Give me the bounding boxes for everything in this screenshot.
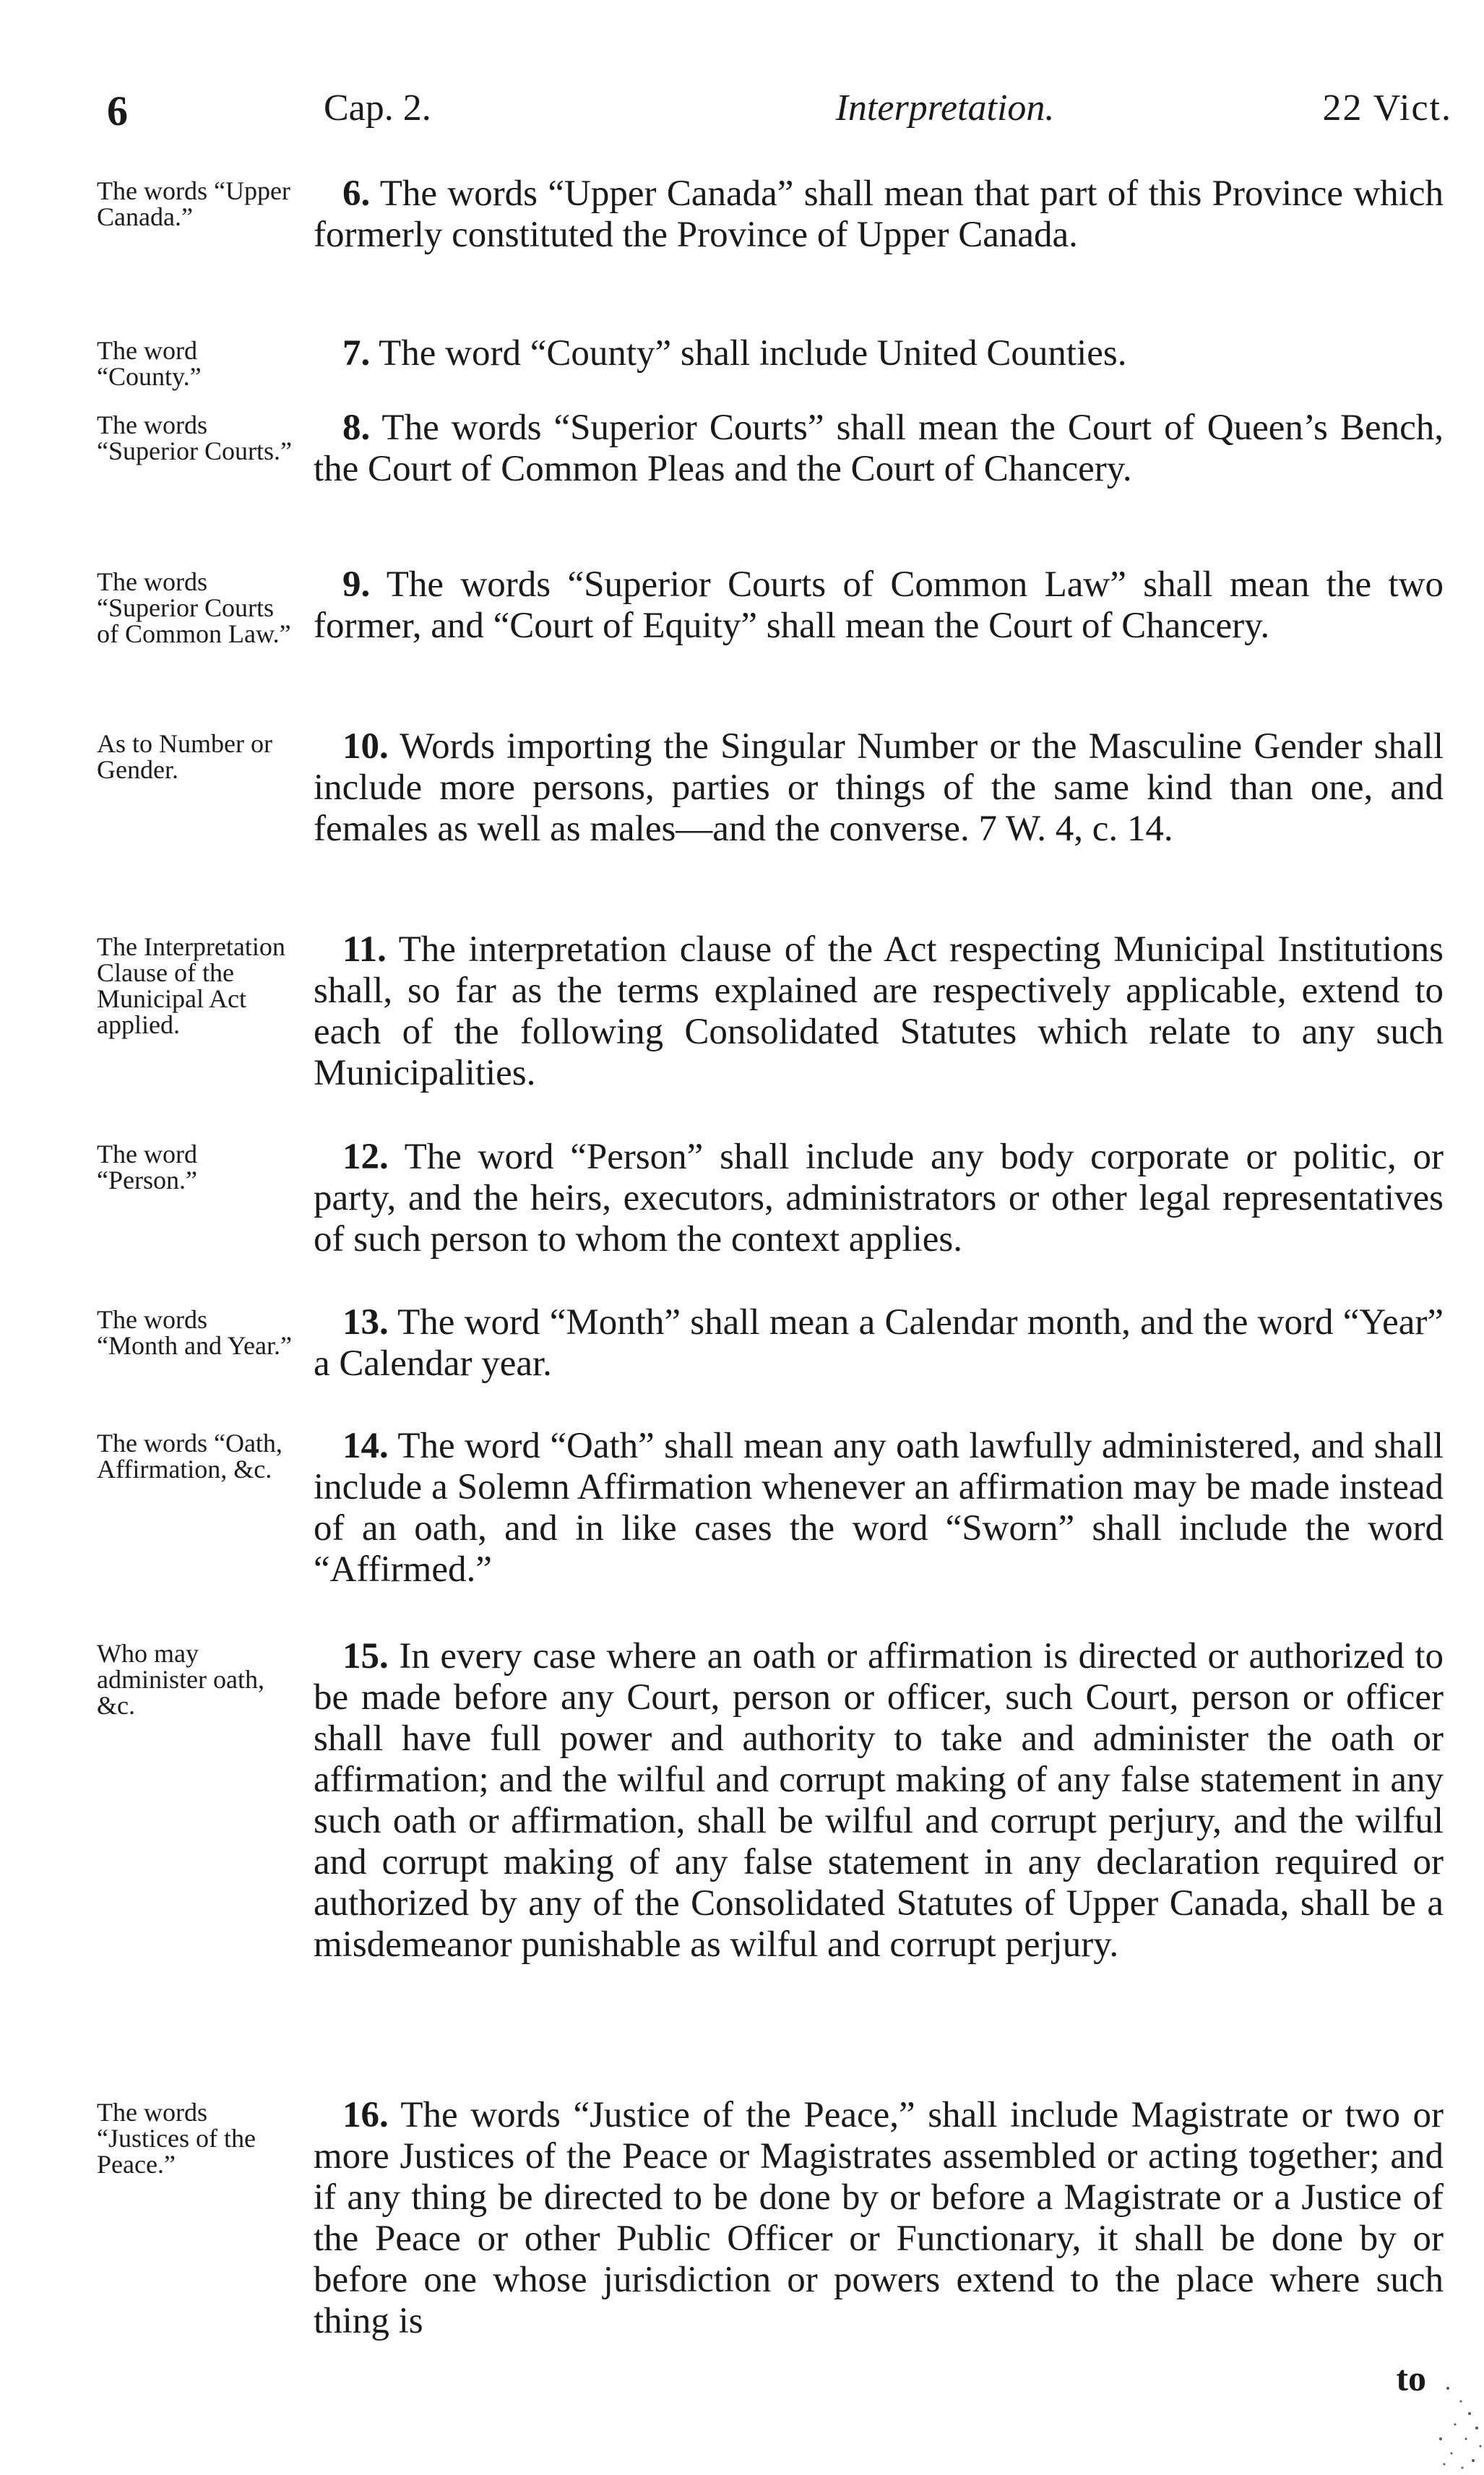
section-number: 11. bbox=[342, 929, 387, 970]
section-text: The words “Justice of the Peace,” shall include Magistrate or two or more Justices of the Peace or Magistrates assembled or acting together; and if any thing be directed to be done by or before a Magistrate or a Justice of the Peace or other Public Officer or Functionary, it shall be done by or before one whose jurisdiction or powers extend to the place where such thing is bbox=[314, 2095, 1444, 2341]
section-body bbox=[314, 929, 1444, 1094]
section-text: The word “Oath” shall mean any oath lawfully administered, and shall include a Solemn Affirmation whenever an affirmation may be made instead of an oath, and in like cases the word “Sworn” shall include the word “Affirmed.” bbox=[314, 1426, 1444, 1590]
marginal-note: The Interpretation Clause of the Municipal Act applied. bbox=[97, 932, 285, 1039]
catchword: to bbox=[1396, 2358, 1426, 2398]
section-text: Words importing the Singular Number or the Masculine Gender shall include more persons, parties or things of the same kind than one, and females as well as males—and the converse. 7 W. 4, c. 14. bbox=[314, 726, 1444, 849]
section-body bbox=[314, 2095, 1444, 2342]
marginal-note: The words “Oath, Affirmation, &c. bbox=[97, 1429, 282, 1484]
section-text: The word “Person” shall include any body corporate or politic, or party, and the heirs, executors, administrators or other legal representatives of such person to whom the context applies. bbox=[314, 1137, 1444, 1260]
section-body bbox=[314, 1426, 1444, 1591]
section-text: The word “County” shall include United Counties. bbox=[379, 333, 1127, 374]
section-body bbox=[314, 1636, 1444, 1966]
section-body bbox=[314, 1302, 1444, 1385]
section-number: 6. bbox=[342, 173, 371, 214]
marginal-note: The words “Justices of the Peace.” bbox=[97, 2098, 256, 2179]
marginal-note: As to Number or Gender. bbox=[97, 729, 272, 784]
section-body bbox=[314, 564, 1444, 647]
section-body bbox=[314, 726, 1444, 850]
section-number: 9. bbox=[342, 564, 371, 605]
section-body bbox=[314, 173, 1444, 256]
section-text: In every case where an oath or affirmation is directed or authorized to be made before any Court, person or officer, such Court, person or officer shall have full power and authority to take and administer the oath or affirmation; and the wilful and corrupt making of any false statement in any such oath or affirmation, shall be wilful and corrupt perjury, and the wilful and corrupt making of any false statement in any declaration required or authorized by any of the Consolidated Statutes of Upper Canada, shall be a misdemeanor punishable as wilful and corrupt perjury. bbox=[314, 1636, 1444, 1965]
marginal-note: Who may administer oath, &c. bbox=[97, 1639, 264, 1720]
section-number: 14. bbox=[342, 1426, 389, 1466]
section-number: 16. bbox=[342, 2095, 389, 2135]
section-text: The word “Month” shall mean a Calendar month, and the word “Year” a Calendar year. bbox=[314, 1302, 1444, 1384]
section-text: The words “Superior Courts of Common Law” shall mean the two former, and “Court of Equity” shall mean the Court of Chancery. bbox=[314, 564, 1444, 646]
running-title: Interpretation. bbox=[835, 87, 1055, 129]
section-text: The words “Superior Courts” shall mean the Court of Queen’s Bench, the Court of Common Pleas and the Court of Chancery. bbox=[314, 408, 1444, 489]
running-header bbox=[107, 87, 1452, 145]
chapter-label: Cap. 2. bbox=[324, 87, 431, 129]
section-number: 15. bbox=[342, 1636, 389, 1676]
marginal-note: The word “Person.” bbox=[97, 1140, 197, 1195]
section-number: 13. bbox=[342, 1302, 389, 1343]
marginal-note: The words “Superior Courts.” bbox=[97, 410, 292, 465]
section-text: The words “Upper Canada” shall mean that part of this Province which formerly constituted the Province of Upper Canada. bbox=[314, 173, 1444, 255]
section-body bbox=[314, 1137, 1444, 1260]
section-number: 12. bbox=[342, 1137, 389, 1177]
marginal-note: The words “Month and Year.” bbox=[97, 1305, 292, 1360]
section-number: 8. bbox=[342, 408, 371, 448]
section-body bbox=[314, 333, 1444, 374]
page-edge-speckles bbox=[1397, 2345, 1484, 2475]
marginal-note: The word “County.” bbox=[97, 336, 202, 391]
section-number: 10. bbox=[342, 726, 389, 767]
section-body bbox=[314, 408, 1444, 490]
reign-label: 22 Vict. bbox=[1322, 87, 1452, 129]
section-text: The interpretation clause of the Act respecting Municipal Institutions shall, so far as the terms explained are respectively applicable, extend to each of the following Consolidated Statutes which relate to any such Municipalities. bbox=[314, 929, 1444, 1093]
marginal-note: The words “Upper Canada.” bbox=[97, 176, 290, 231]
page-number: 6 bbox=[107, 87, 128, 134]
marginal-note: The words “Superior Courts of Common Law.” bbox=[97, 567, 291, 648]
section-number: 7. bbox=[342, 333, 371, 374]
